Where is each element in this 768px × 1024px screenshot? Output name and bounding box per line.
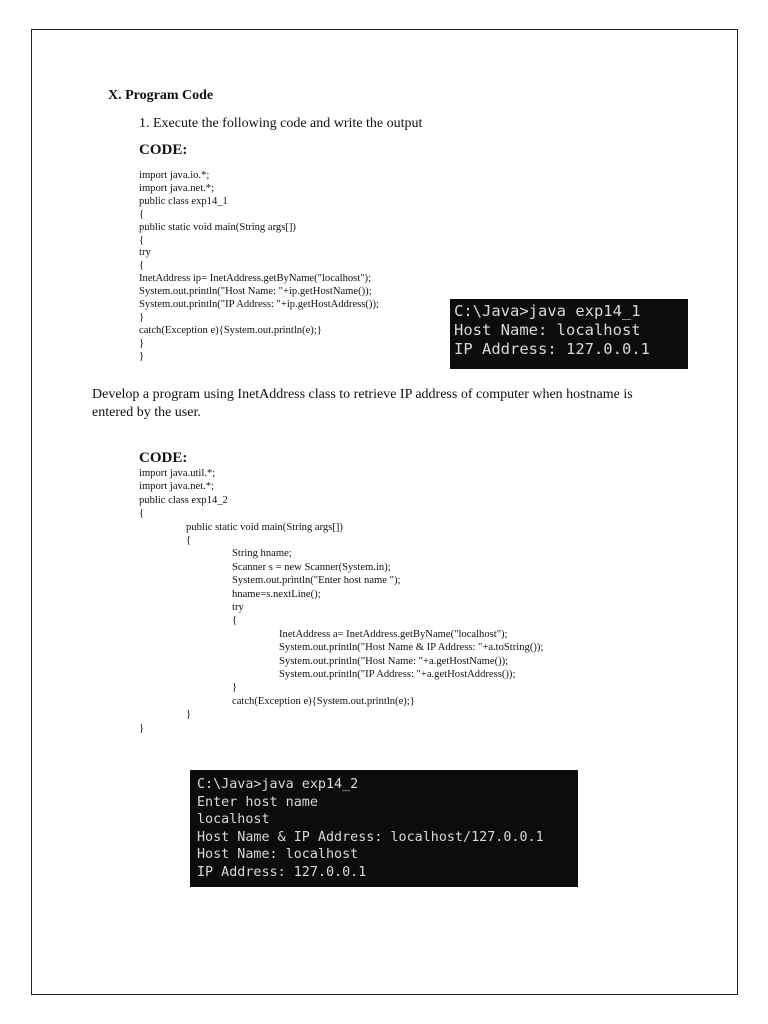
code-line: public static void main(String args[]) <box>139 221 296 233</box>
code-line: catch(Exception e){System.out.println(e);} <box>139 324 322 336</box>
code-line: System.out.println("Host Name: "+a.getHostName()); <box>279 655 509 667</box>
terminal-line: C:\Java>java exp14_1 <box>454 302 641 320</box>
terminal-output-2 <box>190 770 578 887</box>
code-line: { <box>139 260 145 272</box>
code-line: System.out.println("Host Name & IP Address: "+a.toString()); <box>279 642 544 654</box>
terminal-line: localhost <box>197 812 270 828</box>
code-line: import java.net.*; <box>139 182 215 194</box>
terminal-line: Host Name & IP Address: localhost/127.0.0.1 <box>197 829 544 845</box>
code-line: Scanner s = new Scanner(System.in); <box>232 561 391 573</box>
code-heading-2: CODE: <box>139 450 188 466</box>
code-line: System.out.println("IP Address: "+ip.getHostAddress()); <box>139 299 379 310</box>
code-line: import java.io.*; <box>139 170 210 181</box>
code-line: InetAddress ip= InetAddress.getByName("localhost"); <box>139 273 372 285</box>
code-line: try <box>232 602 244 613</box>
code-line: import java.net.*; <box>139 481 215 493</box>
code-line: } <box>232 682 238 694</box>
code-line: { <box>139 208 145 220</box>
code-line: { <box>186 535 192 546</box>
terminal-line: Enter host name <box>197 794 318 810</box>
code-line: { <box>232 615 238 627</box>
code-line: System.out.println("Enter host name "); <box>232 575 401 587</box>
code-line: public class exp14_1 <box>139 195 228 207</box>
code-line: String hname; <box>232 548 292 560</box>
code-line: catch(Exception e){System.out.println(e);} <box>232 695 415 707</box>
code-line: } <box>139 337 145 349</box>
code-line: public static void main(String args[]) <box>186 521 343 533</box>
terminal-line: Host Name: localhost <box>454 321 641 339</box>
code-line: System.out.println("IP Address: "+a.getHostAddress()); <box>279 669 516 680</box>
code-line: public class exp14_2 <box>139 494 228 506</box>
question-1: 1. Execute the following code and write the output <box>139 116 423 131</box>
terminal-output-1 <box>450 299 688 369</box>
code-line: } <box>139 311 145 323</box>
terminal-line: IP Address: 127.0.0.1 <box>197 864 367 880</box>
code-line: hname=s.nextLine(); <box>232 588 321 600</box>
code-line: } <box>139 350 145 362</box>
code-line: } <box>139 722 145 734</box>
code-line: System.out.println("Host Name: "+ip.getHostName()); <box>139 286 372 298</box>
code-line: { <box>139 508 145 520</box>
code-heading-1: CODE: <box>139 142 188 158</box>
terminal-line: Host Name: localhost <box>197 847 359 863</box>
task-paragraph: Develop a program using InetAddress class to retrieve IP address of computer when hostname is entered by the user. <box>92 387 633 420</box>
code-line: try <box>139 247 151 259</box>
terminal-line: IP Address: 127.0.0.1 <box>454 340 650 358</box>
code-line: } <box>186 709 192 721</box>
section-title: X. Program Code <box>108 88 214 103</box>
terminal-line: C:\Java>java exp14_2 <box>197 777 359 792</box>
code-line: { <box>139 234 145 246</box>
code-line: import java.util.*; <box>139 468 216 479</box>
code-line: InetAddress a= InetAddress.getByName("localhost"); <box>279 628 508 640</box>
